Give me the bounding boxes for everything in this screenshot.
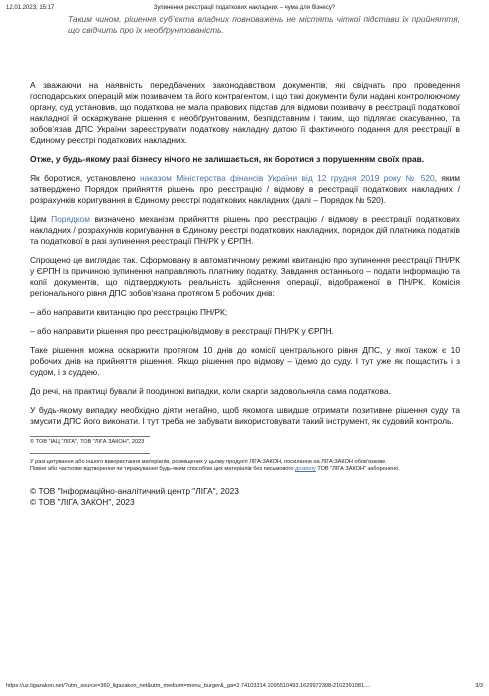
small-copyright: © ТОВ "ІАЦ "ЛІГА", ТОВ "ЛІГА ЗАКОН", 2023 bbox=[30, 439, 145, 445]
print-datetime: 12.01.2023, 15:17 bbox=[6, 5, 55, 11]
article-body bbox=[30, 14, 460, 508]
reproduction-notice: Повне або часткове відтворення чи тиражування будь-яким способом цих матеріалів без письмового дозволу ТОВ "ЛІГА ЗАКОН" заборонено. bbox=[30, 466, 400, 472]
print-page-title: Зупинення реєстрації податкових накладних – чума для бізнесу? bbox=[153, 5, 336, 11]
notice-divider bbox=[30, 453, 150, 454]
paragraph-practice: До речі, на практиці бували й поодинокі випадки, коли скарги задовольняла сама податкова. bbox=[30, 386, 391, 396]
footer-divider bbox=[30, 436, 150, 437]
paragraph-procedure: Цим Порядком визначено механізм прийняття рішень про реєстрацію / відмову в реєстрації податкових накладних / розрахунків коригування в Єдиному реєстрі податкових накладних, порядок дій платника податків та податкової в разі зупинення реєстрації ПН/РК у ЄРПН. bbox=[30, 214, 460, 246]
copyright-liga-zakon: © ТОВ "ЛІГА ЗАКОН", 2023 bbox=[30, 496, 135, 507]
page-number: 3/3 bbox=[475, 683, 483, 689]
paragraph-simplified: Спрощено це виглядає так. Сформовану в автоматичному режимі квитанцію про зупинення реєстрації ПН/РК у ЄРПН із причиною зупинення направляють платнику податку. Завдання останнього – подати інформацію та копії документів, що підтверджують реальність здійснення операції, відображеної в ПН/РК. Комісія регіонального рівня ДПС зобов’язана протягом 5 робочих днів: bbox=[30, 255, 460, 298]
permission-link[interactable]: дозволу bbox=[295, 466, 316, 472]
paragraph-act-immediately: У будь-якому випадку необхідно діяти негайно, щоб якомога швидше отримати позитивне рішення суду та змусити ДПС його виконати. І тут треба не забувати використовувати такий інструмент, як судовий контроль. bbox=[30, 405, 460, 426]
paragraph-how-to-fight: Як боротися, установлено наказом Міністерства фінансів України від 12 грудня 2019 року № 520, яким затверджено Порядок прийняття рішень про реєстрацію / відмову в реєстрації податкових накладних / розрахунків коригування в Єдиному реєстрі податкових накладних (далі – Порядок № 520). bbox=[30, 173, 461, 205]
copyright-liga-center: © ТОВ "Інформаційно-аналітичний центр "ЛІГА", 2023 bbox=[30, 485, 239, 496]
order-520-link[interactable]: наказом Міністерства фінансів України від 12 грудня 2019 року № 520 bbox=[139, 173, 435, 183]
paragraph-conclusion: Отже, у будь-якому разі бізнесу нічого не залишається, як боротися з порушенням своїх прав. bbox=[30, 154, 425, 164]
list-item-decision: – або направити рішення про реєстрацію/відмову в реєстрації ПН/РК у ЄРПН. bbox=[30, 326, 335, 336]
paragraph-court-decision: А зважаючи на наявність передбачених законодавством документів, які свідчать про проведення господарських операцій між позивачем та його контрагентом, і що такі документи були надані контролюючому органу, суд установив, що податкова не мала правових підстав для відмови позивачу в реєстрації податкової накладної й оскаржуване рішення є необґрунтованим, безпідставним і таким, що підлягає скасуванню, та зобов’язав ДПС України зареєструвати податкову накладну датою її фактичного подання для реєстрації в Єдиному реєстрі податкових накладних. bbox=[30, 80, 460, 145]
paragraph-appeal: Таке рішення можна оскаржити протягом 10 днів до комісії центрального рівня ДПС, у якої також є 10 робочих днів на прийняття рішення. Якщо рішення про відмову – їдемо до суду. І тут уже як пощастить і з судом, і з суддею. bbox=[30, 345, 460, 377]
citation-notice: У разі цитування або іншого використання матеріалів, розміщених у цьому продукті ЛІГА:ЗАКОН, посилання на ЛІГА:ЗАКОН обов'язкове. bbox=[30, 458, 387, 465]
quote-block: Таким чином, рішення суб’єкта владних повноважень не містять чіткої підстави їх прийняття, що свідчить про їх необґрунтованість. bbox=[52, 14, 460, 36]
procedure-link[interactable]: Порядком bbox=[51, 214, 90, 224]
list-item-receipt: – або направити квитанцію про реєстрацію ПН/РК; bbox=[30, 307, 228, 317]
print-url: https://uz.ligazakon.net/?utm_source=360_ligazakon_net&utm_medium=menu_burger&_ga=2.74103314.1095510493.1629972308-2102391081.... bbox=[6, 683, 371, 689]
